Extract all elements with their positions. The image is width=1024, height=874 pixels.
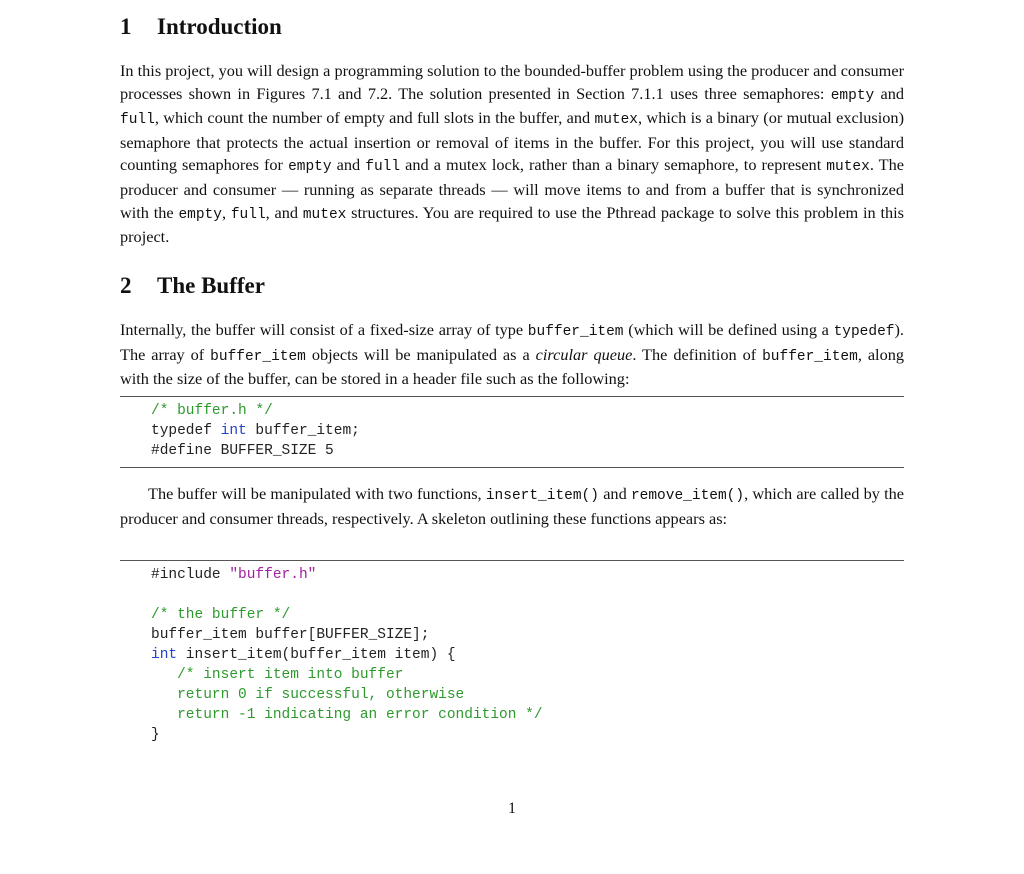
code-line <box>151 725 543 745</box>
code-token-comment: /* the buffer */ <box>151 607 291 623</box>
code-line <box>151 685 543 705</box>
code-line <box>151 585 543 605</box>
code-line <box>151 645 543 665</box>
code-token-plain: #define BUFFER_SIZE 5 <box>151 443 334 459</box>
text-run: , which count the number of empty and full slots in the buffer, and <box>154 108 595 128</box>
introduction-paragraph <box>120 60 904 249</box>
inline-code: full <box>230 206 266 223</box>
text-run: and <box>874 83 904 103</box>
code-token-keyword: int <box>220 423 247 439</box>
code-rule-bottom <box>120 467 904 468</box>
inline-code: mutex <box>594 112 639 129</box>
code-token-comment: return -1 indicating an error condition */ <box>151 707 543 723</box>
code-token-comment: return 0 if successful, otherwise <box>151 687 465 703</box>
code-token-plain: buffer_item; <box>246 423 360 439</box>
text-run: , which are called by the producer and consumer threads, respectively. A skeleton outlining these functions appears as: <box>120 484 905 528</box>
text-run: , and <box>265 202 303 222</box>
code-token-comment: /* insert item into buffer <box>151 667 404 683</box>
text-run: The buffer will be manipulated with two functions, <box>148 484 486 503</box>
section-heading-buffer <box>120 273 265 299</box>
inline-code: full <box>365 159 401 176</box>
code-token-plain: #include <box>151 567 230 583</box>
text-run: In this project, you will design a programming solution to the bounded-buffer problem using the producer and consumer processes shown in Figures 7.1 and 7.2. The solution presented in Section 7.1.1 uses three semaphores: <box>120 61 904 103</box>
section-heading-introduction <box>120 14 282 40</box>
text-run: structures. You are required to use the Pthread package to solve this problem in this project. <box>120 202 905 247</box>
text-run: ). The array of <box>120 320 904 364</box>
buffer-paragraph-2 <box>120 483 904 530</box>
section-title: Introduction <box>157 14 282 39</box>
inline-code: empty <box>178 206 222 223</box>
code-line <box>151 421 360 441</box>
inline-code: buffer_item <box>210 348 306 365</box>
text-run: . The producer and consumer — running as separate threads — will move items to and from a buffer that is synchronized with the <box>120 155 904 222</box>
code-token-plain: typedef <box>151 423 221 439</box>
section-number: 1 <box>120 14 132 39</box>
paragraph-text <box>120 483 904 530</box>
inline-code: typedef <box>833 324 895 340</box>
text-run: (which will be defined using a <box>623 320 834 339</box>
inline-code: mutex <box>302 206 347 223</box>
text-run: objects will be manipulated as a <box>305 344 536 364</box>
code-line <box>151 665 543 685</box>
text-run: , along with the size of the buffer, can be stored in a header file such as the following: <box>120 344 905 389</box>
text-run: , <box>221 202 231 222</box>
text-run: Internally, the buffer will consist of a fixed-size array of type <box>120 320 528 339</box>
code-line <box>151 625 543 645</box>
text-run: , which is a binary (or mutual exclusion) semaphore that protects the actual insertion or removal of items in the buffer. For this project, you will use standard counting semaphores for <box>120 108 904 175</box>
code-block-skeleton <box>151 565 543 745</box>
code-line <box>151 705 543 725</box>
inline-code: full <box>120 112 155 129</box>
buffer-paragraph-1 <box>120 319 904 391</box>
code-token-comment: /* buffer.h */ <box>151 403 273 419</box>
emphasis-text: circular queue <box>535 344 633 364</box>
inline-code: empty <box>288 159 332 176</box>
code-rule-top <box>120 396 904 397</box>
code-line <box>151 401 360 421</box>
paragraph-text <box>120 319 904 391</box>
code-rule-top <box>120 560 904 561</box>
inline-code: insert_item() <box>485 488 599 504</box>
page-number: 1 <box>508 800 516 817</box>
code-token-keyword: int <box>151 647 178 663</box>
inline-code: buffer_item <box>762 348 858 365</box>
code-token-plain: } <box>151 727 160 743</box>
code-line <box>151 441 360 461</box>
text-run: . The definition of <box>632 344 763 364</box>
code-token-string: "buffer.h" <box>229 567 317 583</box>
inline-code: empty <box>830 87 875 104</box>
text-run: and <box>331 155 366 175</box>
code-line <box>151 605 543 625</box>
text-run: and <box>598 484 631 503</box>
code-token-plain: buffer_item buffer[BUFFER_SIZE]; <box>151 627 430 643</box>
inline-code: buffer_item <box>527 324 624 340</box>
code-block-buffer-h <box>151 401 360 461</box>
inline-code: mutex <box>826 159 870 176</box>
text-run: and a mutex lock, rather than a binary semaphore, to represent <box>400 155 827 175</box>
section-number: 2 <box>120 273 132 298</box>
paragraph-text <box>120 60 904 249</box>
section-title: The Buffer <box>157 273 265 298</box>
inline-code: remove_item() <box>630 488 745 504</box>
code-token-plain: insert_item(buffer_item item) { <box>177 647 456 663</box>
code-line <box>151 565 543 585</box>
